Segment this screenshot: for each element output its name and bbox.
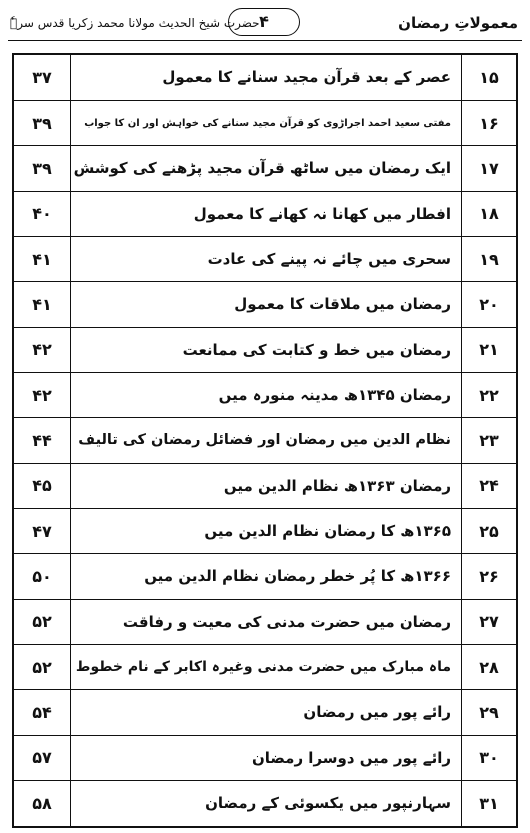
book-title: معمولاتِ رمضان	[398, 14, 518, 32]
row-serial-number: ۱۶	[462, 100, 518, 145]
contents-row	[13, 100, 517, 145]
contents-row	[13, 463, 517, 508]
contents-row	[13, 146, 517, 191]
row-title: مفتی سعید احمد اجراڑوی کو قرآن مجید سنانے کی خواہش اور ان کا جواب	[71, 100, 462, 145]
row-title: افطار میں کھانا نہ کھانے کا معمول	[71, 191, 462, 236]
row-page-number: ۵۷	[13, 735, 71, 780]
row-title: رمضان میں حضرت مدنی کی معیت و رفاقت	[71, 599, 462, 644]
contents-row	[13, 599, 517, 644]
contents-row	[13, 554, 517, 599]
row-title: ۱۳۶۵ھ کا رمضان نظام الدین میں	[71, 508, 462, 553]
row-page-number: ۴۷	[13, 508, 71, 553]
row-serial-number: ۲۰	[462, 282, 518, 327]
row-page-number: ۴۴	[13, 418, 71, 463]
row-page-number: ۵۰	[13, 554, 71, 599]
row-page-number: ۳۹	[13, 100, 71, 145]
contents-row	[13, 191, 517, 236]
row-serial-number: ۳۰	[462, 735, 518, 780]
row-serial-number: ۱۵	[462, 54, 518, 100]
contents-row	[13, 54, 517, 100]
row-page-number: ۴۲	[13, 372, 71, 417]
contents-row	[13, 508, 517, 553]
row-page-number: ۵۲	[13, 644, 71, 689]
row-title: ۱۳۶۶ھ کا پُر خطر رمضان نظام الدین میں	[71, 554, 462, 599]
row-title: رمضان میں خط و کتابت کی ممانعت	[71, 327, 462, 372]
contents-table	[12, 53, 518, 828]
contents-row	[13, 327, 517, 372]
row-page-number: ۳۹	[13, 146, 71, 191]
row-title: ایک رمضان میں ساٹھ قرآن مجید پڑھنے کی کوشش	[71, 146, 462, 191]
contents-row	[13, 644, 517, 689]
row-page-number: ۴۱	[13, 236, 71, 281]
row-title: رائے پور میں رمضان	[71, 690, 462, 735]
row-title: نظام الدین میں رمضان اور فضائل رمضان کی تالیف	[71, 418, 462, 463]
row-page-number: ۵۲	[13, 599, 71, 644]
row-serial-number: ۲۲	[462, 372, 518, 417]
row-page-number: ۴۱	[13, 282, 71, 327]
row-page-number: ۵۴	[13, 690, 71, 735]
contents-table-body	[13, 54, 517, 827]
row-page-number: ۴۵	[13, 463, 71, 508]
row-serial-number: ۲۷	[462, 599, 518, 644]
contents-row	[13, 418, 517, 463]
row-page-number: ۴۲	[13, 327, 71, 372]
contents-row	[13, 735, 517, 780]
row-serial-number: ۲۸	[462, 644, 518, 689]
row-serial-number: ۲۵	[462, 508, 518, 553]
page-number-badge: ۴	[228, 8, 300, 36]
contents-row	[13, 282, 517, 327]
row-serial-number: ۱۹	[462, 236, 518, 281]
row-serial-number: ۲۹	[462, 690, 518, 735]
row-serial-number: ۲۶	[462, 554, 518, 599]
contents-row	[13, 236, 517, 281]
author-line: حضرت شیخ الحدیث مولانا محمد زکریا قدس سرہٗ	[10, 16, 260, 30]
row-title: عصر کے بعد قرآن مجید سنانے کا معمول	[71, 54, 462, 100]
row-serial-number: ۱۸	[462, 191, 518, 236]
row-page-number: ۵۸	[13, 780, 71, 827]
row-page-number: ۳۷	[13, 54, 71, 100]
contents-row	[13, 372, 517, 417]
row-title: ماہ مبارک میں حضرت مدنی وغیرہ اکابر کے نام خطوط	[71, 644, 462, 689]
row-serial-number: ۱۷	[462, 146, 518, 191]
row-title: سحری میں چائے نہ پینے کی عادت	[71, 236, 462, 281]
row-title: رمضان میں ملاقات کا معمول	[71, 282, 462, 327]
contents-row	[13, 690, 517, 735]
row-title: رمضان ۱۳۴۵ھ مدینہ منورہ میں	[71, 372, 462, 417]
contents-row	[13, 780, 517, 827]
row-serial-number: ۲۳	[462, 418, 518, 463]
header-divider	[8, 40, 522, 41]
row-title: سہارنپور میں یکسوئی کے رمضان	[71, 780, 462, 827]
row-serial-number: ۳۱	[462, 780, 518, 827]
page-header	[0, 0, 530, 52]
row-title: رمضان ۱۳۶۳ھ نظام الدین میں	[71, 463, 462, 508]
row-serial-number: ۲۴	[462, 463, 518, 508]
row-serial-number: ۲۱	[462, 327, 518, 372]
row-title: رائے پور میں دوسرا رمضان	[71, 735, 462, 780]
row-page-number: ۴۰	[13, 191, 71, 236]
